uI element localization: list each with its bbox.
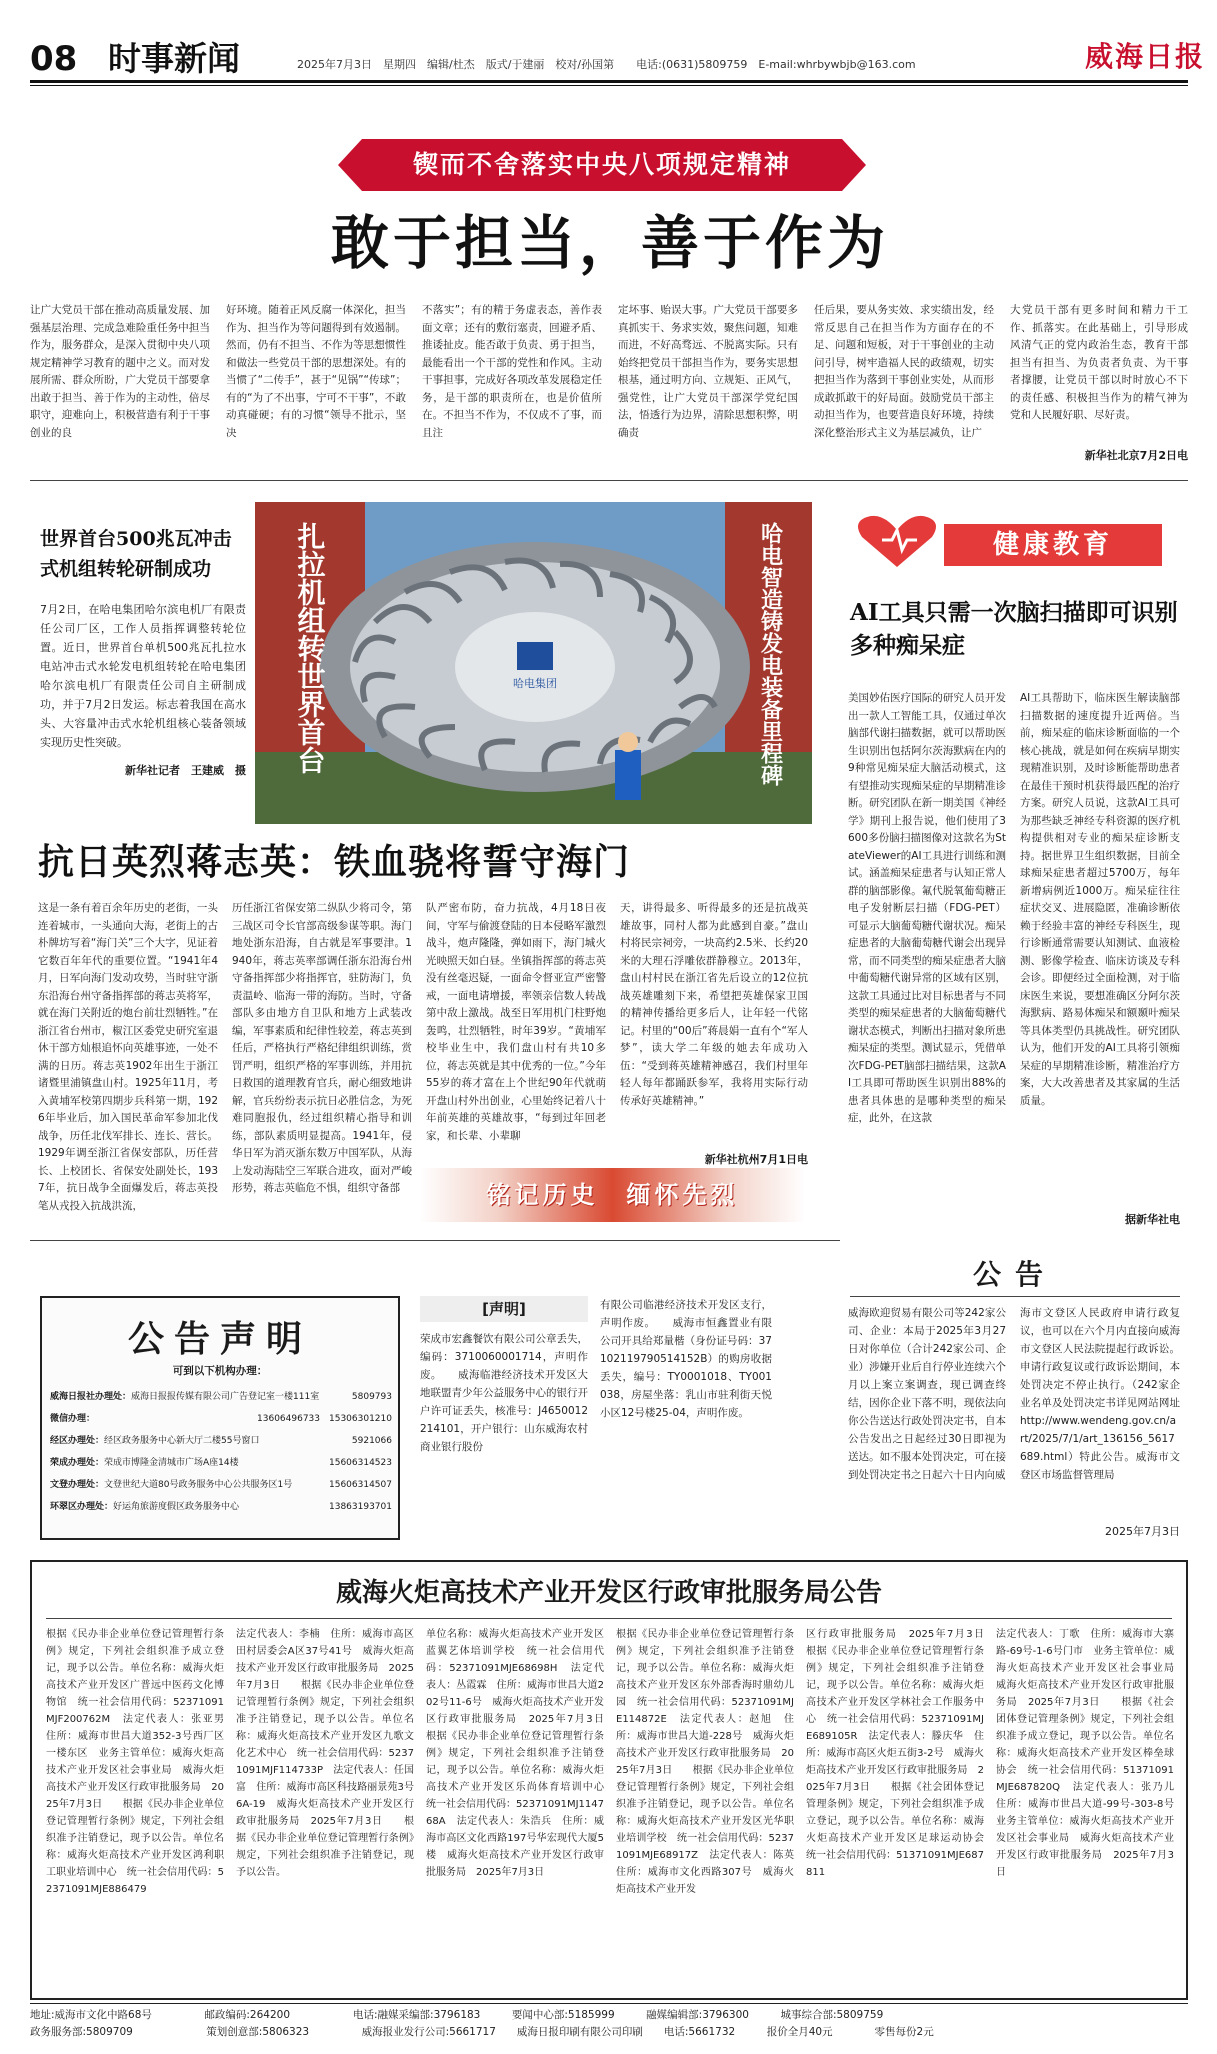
statements-column: 有限公司临港经济技术开发区支行，声明作废。 威海市恒鑫置业有限公司开具给郑量楷（身份证号码：37102119790514152B）的购房收据丢失，编号：TY0001018、TY001038，房屋坐落：乳山市驻利街天悦小区12号楼25-04，声明作废。 (600, 1299, 772, 1419)
office-row: 微信办理： 13606496733 15306301210 (50, 1414, 392, 1424)
notices-board (40, 1296, 400, 1540)
statements-label: [声明] (420, 1296, 588, 1322)
big-notice-column: 法定代表人：李楠 住所：威海市高区田村居委会A区37号41号 威海火炬高技术产业开发区行政审批服务局 2025年7月3日 根据《民办非企业单位登记管理暂行条例》规定，下列社会组织准予注销登记，现予以公告。单位名称：威海火炬高技术产业开发区九歌文化艺术中心 统一社会信用代码：52371091MJF114733P 法定代表人：任国富 住所：威海市高区科技路丽景苑3号6A-19 威海火炬高技术产业开发区行政审批服务局 2025年7月3日 根据《民办非企业单位登记管理暂行条例》规定，下列社会组织准予注销登记，现予以公告。 (236, 1629, 414, 1878)
notices-board-title: 公告声明 (127, 1318, 312, 1360)
lead-column: 让广大党员干部在推动高质量发展、加强基层治理、完成急难险重任务中担当作为，服务群众，是深入贯彻中央八项规定精神学习教育的题中之义。而对发展所需、群众所盼，广大党员干部要拿出敢于担当、善于作为的主动性，倍尽职守，迎难向上，积极营造有利于干事创业的良 (30, 304, 210, 439)
slogan-text: 铭记历史 缅怀先烈 (486, 1180, 739, 1209)
big-notice-column: 单位名称：威海火炬高技术产业开发区蓝翼艺体培训学校 统一社会信用代码：52371091MJE68698H 法定代表人：丛霞霖 住所：威海市世昌大道202号11-6号 威海火炬高技术产业开发区行政审批服务局 2025年7月3日 根据《民办非企业单位登记管理暂行条例》规定，下列社会组织准予注销登记，现予以公告。单位名称：威海火炬高技术产业开发区乐尚体育培训中心 统一社会信用代码：52371091MJ114768A 法定代表人：朱浩兵 住所：威海市高区文化西路197号华宏现代大厦5楼 威海火炬高技术产业开发区行政审批服务局 2025年7月3日 (426, 1629, 604, 1878)
health-badge: 健康教育 (944, 524, 1162, 566)
photo-story-headline: 世界首台500兆瓦冲击式机组转轮研制成功 (40, 528, 232, 580)
statements-column: 荣成市宏鑫餐饮有限公司公章丢失，编码：3710060001714，声明作废。 威海临港经济技术开发区大地联盟青少年公益服务中心的银行开户许可证丢失，核准号：J4650012214101，开户银行：山东威海农村商业银行股份 (420, 1333, 588, 1453)
notice-title: 公告 (972, 1258, 1057, 1291)
hero-column: 天，讲得最多、听得最多的还是抗战英雄故事，同村人都为此感到自豪。”盘山村将民宗祠旁，一块高约2.5米、长约20米的大理石浮雕依群静穆立。2013年，盘山村村民在浙江省先后设立的12位抗战英雄雕刻下来，希望把英雄保家卫国的精神传播给更多后人，让年轻一代铭记。村里的“00后”蒋晨娟一直有个“军人梦”，读大学二年级的她去年成功入伍：“受到蒋英雄精神感召，我们村里年轻人每年都踊跃参军，我将用实际行动传承好英雄精神。” (620, 902, 808, 1107)
health-badge-box (852, 512, 1180, 578)
turbine-photo (255, 502, 812, 824)
lead-column: 定坏事、贻误大事。广大党员干部要多真抓实干、务求实效，聚焦问题，知难而进，不好高骛远、不脱离实际。只有始终把党员干部担当作为，要务实思想根基，通过明方向、立规矩、正风气，强党性，让广大党员干部深学党纪国法，悟透行为边界，清除思想积弊，明确责 (618, 304, 798, 439)
notices-board-subtitle: 可到以下机构办理： (172, 1365, 268, 1377)
footer (30, 2007, 1188, 2041)
office-list (50, 1386, 392, 1518)
office-row: 环翠区办理处： 好运角旅游度假区政务服务中心 13863193701 (50, 1502, 392, 1512)
footer-line: 政务服务部:5809709 策划创意部:5806323 威海报业发行公司:5661717 威海日报印刷有限公司印刷 电话:5661732 报价全月40元 零售每份2元 (30, 2026, 934, 2038)
photo-caption-right: 哈电智造铸发电装备里程碑 (757, 522, 783, 786)
photo-story-body: 7月2日，在哈电集团哈尔滨电机厂有限责任公司厂区，工作人员指挥调整转轮位置。近日，世界首台单机500兆瓦扎拉水电站冲击式水轮发电机组转轮在哈电集团哈尔滨电机厂有限责任公司自主研制成功，并于7月2日发运。标志着我国在高水头、大容量冲击式水轮机组核心装备领域实现历史性突破。 (40, 603, 246, 749)
office-row: 经区办理处： 经区政务服务中心新大厅二楼55号窗口 5921066 (50, 1436, 392, 1446)
big-notice-column: 法定代表人：丁歌 住所：威海市大寨路-69号-1-6号门市 业务主管单位：威海火炬高技术产业开发区社会事业局 威海火炬高技术产业开发区行政审批服务局 2025年7月3日 根据《社会团体登记管理条例》规定，下列社会组织准予成立登记，现予以公告。单位名称：威海火炬高技术产业开发区棒垒球协会 统一社会信用代码：51371091MJE687820Q 法定代表人：张乃儿 住所：威海市世昌大道-99号-303-8号 业务主管单位：威海火炬高技术产业开发区社会事业局 威海火炬高技术产业开发区行政审批服务局 2025年7月3日 (996, 1629, 1174, 1878)
big-notice-column: 根据《民办非企业单位登记管理暂行条例》规定，下列社会组织准予注销登记，现予以公告。单位名称：威海火炬高技术产业开发区东外部香海时鼎幼儿园 统一社会信用代码：52371091MJE114872E 法定代表人：赵旭 住所：威海市世昌大道-228号 威海火炬高技术产业开发区行政审批服务局 2025年7月3日 根据《民办非企业单位登记管理暂行条例》规定，下列社会组织准予注销登记，现予以公告。单位名称：威海火炬高技术产业开发区光华职业培训学校 统一社会信用代码：52371091MJE68917Z 法定代表人：陈英 住所：威海市文化西路307号 威海火炬高技术产业开发 (616, 1629, 794, 1895)
health-headline: AI工具只需一次脑扫描即可识别多种痴呆症 (850, 599, 1178, 659)
footer-rule (30, 2003, 1188, 2004)
health-column: 美国妙佑医疗国际的研究人员开发出一款人工智能工具，仅通过单次脑部代谢扫描数据，就可以帮助医生识别出包括阿尔茨海默病在内的9种常见痴呆症大脑活动模式，这有望推动实现痴呆症的早期精准诊断。研究团队在新一期美国《神经学》期刊上报告说，他们使用了3600多份脑扫描图像对这款名为StateViewer的AI工具进行训练和测试。涵盖痴呆症患者与认知正常人群的脑部影像。氟代脱氧葡萄糖正电子发射断层扫描（FDG-PET）可显示大脑葡萄糖代谢状况。痴呆症患者的大脑葡萄糖代谢会出现异常，而不同类型的痴呆症患者大脑中葡萄糖代谢异常的区域有区别，这款工具通过比对目标患者与不同类型的痴呆症患者的大脑葡萄糖代谢状态模式，判断出扫描对象所患痴呆症的类型。测试显示，凭借单次FDG-PET脑部扫描结果，这款AI工具即可帮助医生识别出88%的患者具体患的是哪种类型的痴呆症，此外，在这款 (848, 692, 1006, 1124)
lead-headline: 敢于担当，善于作为 (330, 209, 889, 277)
office-row: 威海日报社办理处： 威海日报报传媒有限公司广告登记室一楼111室 5809793 (50, 1392, 392, 1402)
lead-column: 任后果，要从务实效、求实绩出发，经常反思自己在担当作为方面存在的不足、问题和短板，对于干事创业的主动问引导，树牢造福人民的政绩观，切实把担当作为落到干事创业实处，从而形成敢抓敢干的好局面。鼓励党员干部主动担当作为，也要营造良好环境，持续深化整治形式主义为基层减负，让广 (814, 304, 994, 439)
health-column: AI工具帮助下，临床医生解读脑部扫描数据的速度提升近两倍。当前，痴呆症的临床诊断面临的一个核心挑战，就是如何在疾病早期实现精准识别，及时诊断能帮助患者在最佳干预时机获得最匹配的治疗方案。研究人员说，这款AI工具可为那些缺乏神经专科资源的医疗机构提供相对专业的痴呆症诊断支持。据世界卫生组织数据，目前全球痴呆症患者超过5700万，每年新增病例近1000万。痴呆症往往症状交叉、进展隐匿，准确诊断依赖于经验丰富的神经专科医生，现行诊断通常需要认知测试、血液检测、影像学检查、临床访谈及专科会诊。即便经过全面检测，对于临床医生来说，要想准确区分阿尔茨海默病、路易体痴呆和额颞叶痴呆等具体类型仍具挑战性。研究团队认为，他们开发的AI工具将引领痴呆症的早期精准诊断，精准治疗方案，大大改善患者及其家属的生活质量。 (1020, 692, 1180, 1107)
big-notice (30, 1560, 1188, 2000)
newspaper-logo: 威海日报 (1085, 40, 1206, 73)
footer-line: 地址:威海市文化中路68号 邮政编码:264200 电话:融媒采编部:3796183 要闻中心部:5185999 融媒编辑部:3796300 城事综合部:5809759 (30, 2009, 884, 2021)
header-rule-thin (30, 85, 1188, 86)
hero-column: 队严密布防，奋力抗战，4月18日夜间，守军与偷渡登陆的日本侵略军激烈战斗，炮声隆隆，弹如雨下，海门城火光映照天如白昼。坐镇指挥部的蒋志英没有丝毫迟疑，一面命令督亚宣严密警戒，一面电请增援，率领亲信数人转战第中敌上激战。战至日军用机门柱野炮轰鸣，壮烈牺牲，时年39岁。“黄埔军校毕业生中，我们盘山村有共10多位，蒋志英就是其中优秀的一位。”今年55岁的蒋才富在上个世纪90年代就萌开盘山村外出创业，心里始终记着八十年前英雄的英雄故事，“每到过年回老家，和长辈、小辈聊 (426, 902, 606, 1142)
turbine-runner-image (255, 502, 812, 824)
lead-banner: 锲而不舍落实中央八项规定精神 (362, 139, 842, 191)
notice-column: 海市文登区人民政府申请行政复议，也可以在六个月内直接向威海市文登区人民法院提起行政诉讼。申请行政复议或行政诉讼期间，本处罚决定不停止执行。（242家企业名单及处罚决定书详见网站网址 http://www.wendeng.gov.cn/art/2025/7/1/art_136156_5617689.html）特此公告。威海市文登区市场监督管理局 (1020, 1307, 1180, 1481)
photo-story-credit: 新华社记者 王建威 摄 (125, 764, 246, 777)
hero-headline: 抗日英烈蒋志英：铁血骁将誓守海门 (38, 841, 631, 883)
lead-credit: 新华社北京7月2日电 (1084, 449, 1188, 462)
big-notice-column: 根据《民办非企业单位登记管理暂行条例》规定，下列社会组织准予成立登记，现予以公告。单位名称：威海火炬高技术产业开发区广普远中医药文化博物馆 统一社会信用代码：52371091MJF200762M 法定代表人：张亚男 住所：威海市世昌大道352-3号西厂区一楼东区 业务主管单位：威海火炬高技术产业开发区社会事业局 威海火炬高技术产业开发区行政审批服务局 2025年7月3日 根据《民办非企业单位登记管理暂行条例》规定，下列社会组织准予注销登记，现予以公告。单位名称：威海火炬高技术产业开发区鸿利职工职业培训中心 统一社会信用代码：52371091MJE886479 (46, 1629, 224, 1895)
big-notice-title: 威海火炬高技术产业开发区行政审批服务局公告 (335, 1578, 882, 1608)
divider (850, 1296, 1180, 1297)
header-rule (30, 80, 1188, 83)
office-row: 文登办理处： 文登世纪大道80号政务服务中心公共服务区1号 15606314507 (50, 1480, 392, 1490)
health-credit: 据新华社电 (1125, 1213, 1180, 1226)
health-heart-icon (852, 512, 942, 572)
lead-column: 不落实”；有的精于务虚表态，善作表面文章；还有的敷衍塞责，回避矛盾、推诿扯皮。能否敢于负责、勇于担当，最能看出一个干部的党性和作风。主动干事担事，完成好各项改革发展稳定任务，是干部的职责所在，也是价值所在。不担当不作为，不仅成不了事，而且注 (422, 304, 602, 439)
divider (46, 1618, 1172, 1619)
lead-body (30, 302, 1188, 467)
divider (30, 1240, 840, 1241)
page-number: 08 (30, 39, 78, 79)
hero-column: 历任浙江省保安第二纵队少将司令，第三战区司令长官部高级参谋等职。海门地处浙东沿海，自古就是军事要津。1940年，蒋志英率部调任浙东沿海台州守备指挥部少将指挥官，驻防海门，负责温岭、临海一带的海防。当时，守备部队多由地方自卫队和地方上武装改编，军事素质和纪律性较差，蒋志英到任后，严格执行严格纪律组织训练，赏罚严明，组织严格的军事训练，并用抗日救国的道理教育官兵，耐心细致地讲解，官兵纷纷表示抗日必胜信念，为死难同胞报仇，经过组织精心指导和训练，部队素质明显提高。1941年，侵华日军为消灭浙东数万中国军队，从海上发动海陆空三军联合进攻，面对严峻形势，蒋志英临危不惧，组织守备部 (232, 902, 412, 1194)
slogan-banner (420, 1168, 805, 1222)
photo-caption-left: 扎拉机组转世界首台 (293, 522, 327, 774)
hero-column: 这是一条有着百余年历史的老街，一头连着城市，一头通向大海，老街上的古朴牌坊写着“海门关”三个大字，见证着它数百年年代的重要位置。“1941年4月，日军向海门发动攻势，当时驻守浙东沿海台州守备指挥部的蒋志英将军，就在海门关附近的炮台前壮烈牺牲。”在浙江省台州市，椒江区委党史研究室退休干部方灿根追怀向英雄事迹，一处不满的日历。蒋志英1902年出生于浙江诸暨里浦镇盘山村。1925年11月，考入黄埔军校第四期步兵科第一期，1926年毕业后，加入国民革命军参加北伐战争，历任北伐军排长、连长、营长。1929年调至浙江省保安部队，历任营长、上校团长、省保安处副处长，1937年，抗日战争全面爆发后，蒋志英投笔从戎投入抗战洪流， (38, 902, 218, 1212)
big-notice-column: 区行政审批服务局 2025年7月3日 根据《民办非企业单位登记管理暂行条例》规定，下列社会组织准予注销登记，现予以公告。单位名称：威海火炬高技术产业开发区学林社会工作服务中心 统一社会信用代码：52371091MJE689105R 法定代表人：滕庆华 住所：威海市高区火炬五街3-2号 威海火炬高技术产业开发区行政审批服务局 2025年7月3日 根据《社会团体登记管理条例》规定，下列社会组织准予成立登记，现予以公告。单位名称：威海火炬高技术产业开发区足球运动协会 统一社会信用代码：51371091MJE687811 (806, 1629, 984, 1878)
divider (30, 480, 1188, 481)
section-title: 时事新闻 (108, 39, 240, 78)
lead-column: 好环境。随着正风反腐一体深化，担当作为、担当作为等问题得到有效遏制。然而，仍有不担当、不作为等思想惯性和做法一些党员干部的思想深处。有的当惯了“二传手”，甚于“见锅”“传球”；有的“为了不出事，宁可不干事”，不敢动真碰硬；有的习惯“领导不批示，坚决 (226, 304, 406, 439)
notice-date: 2025年7月3日 (1105, 1525, 1180, 1538)
notice-column: 威海欧迎贸易有限公司等242家公司、企业：本局于2025年3月27日对你单位（合计242家公司、企业）涉嫌开业后自行停业连续六个月以上案立案调查，现已调查终结，因你企业下落不明，现依法向你公告送达行政处罚决定书，自本公告发出之日起经过30日即视为送达。如不服本处罚决定，可在接到处罚决定书之日起六十日内向威 (848, 1307, 1006, 1481)
hero-credit: 新华社杭州7月1日电 (704, 1153, 808, 1166)
office-row: 荣成办理处： 荣成市博隆金清城市广场A座14楼 15606314523 (50, 1458, 392, 1468)
svg-text:哈电集团: 哈电集团 (513, 677, 557, 690)
lead-column: 大党员干部有更多时间和精力干工作、抓落实。在此基础上，引导形成风清气正的党内政治生态，教育干部担当有担当、为负责者负责、为干事者撑腰，让党员干部以时时放心不下的责任感、积极担当作为的精气神为党和人民履好职、尽好责。 (1010, 304, 1188, 421)
header-meta: 2025年7月3日 星期四 编辑/杜杰 版式/于建丽 校对/孙国第 电话:(0631)5809759 E-mail:whrbywbjb@163.com (297, 58, 916, 71)
